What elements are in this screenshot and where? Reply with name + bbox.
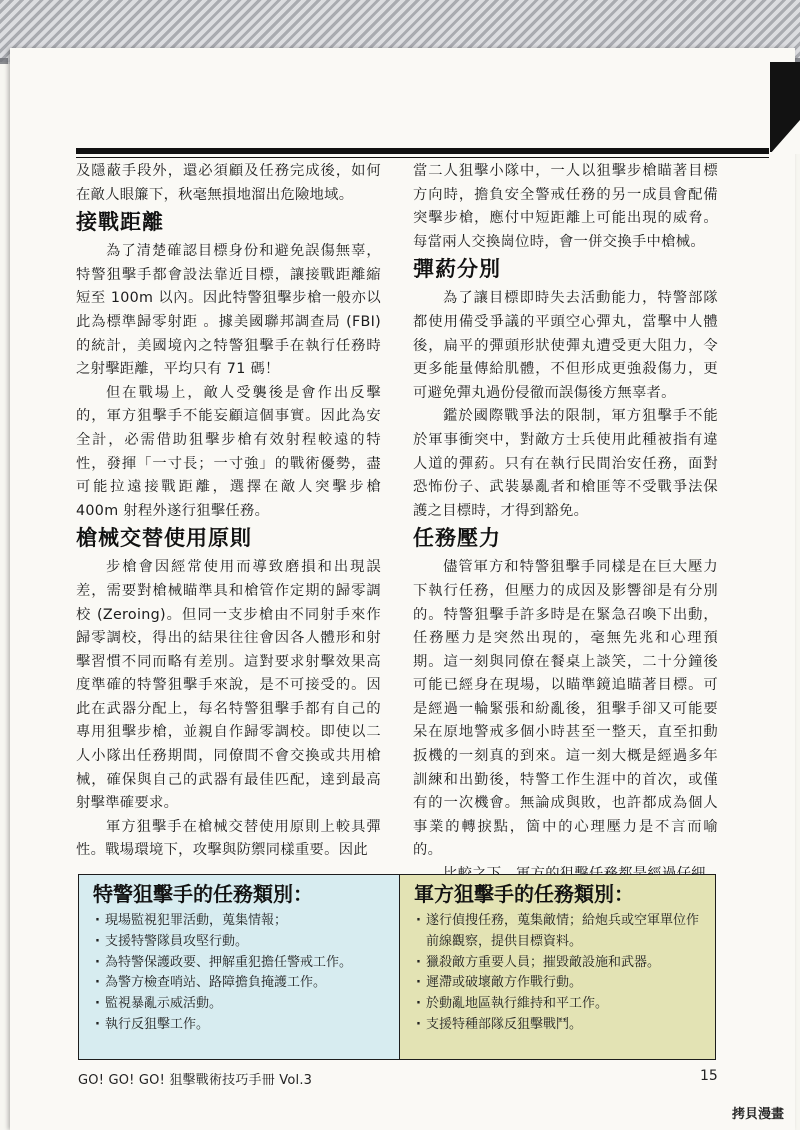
police-mission-item: · 支援特警隊員攻堅行動。 (93, 932, 393, 953)
section-heading-weapon-sharing: 槍械交替使用原則 (76, 526, 252, 551)
police-box-title: 特警狙擊手的任務類別： (93, 882, 313, 906)
police-mission-item: · 執行反狙擊工作。 (93, 1015, 393, 1036)
site-watermark: 拷貝漫畫 (732, 1107, 785, 1122)
police-mission-item: · 現場監視犯罪活動，蒐集情報； (93, 911, 393, 932)
right-intro-paragraph: 當二人狙擊小隊中，一人以狙擊步槍瞄著目標方向時，擔負安全警戒任務的另一成員會配備突擊步槍，應付中短距離上可能出現的威脅。每當兩人交換崗位時，會一併交換手中槍械。 (413, 163, 718, 250)
police-mission-list (79, 911, 399, 1036)
weapon-sharing-paragraph-2: 軍方狙擊手在槍械交替使用原則上較具彈性。戰場環境下，攻擊與防禦同樣重要。因此 (76, 818, 381, 859)
military-mission-item: · 獵殺敵方重要人員；摧毀敵設施和武器。 (414, 953, 709, 974)
mission-pressure-paragraph-1: 儘管軍方和特警狙擊手同樣是在巨大壓力下執行任務，但壓力的成因及影響卻是有分別的。特警狙擊手許多時是在緊急召喚下出動，任務壓力是突然出現的，毫無先兆和心理預期。這一刻與同僚在餐桌上談笑，二十分鐘後可能已經身在現場，以瞄準鏡追瞄著目標。可是經過一輪緊張和紛亂後，狙擊手卻又可能要呆在原地警戒多個小時甚至一整天，直至扣動扳機的一刻真的到來。這一刻大概是經過多年訓練和出勤後，特警工作生涯中的首次，或僅有的一次機會。無論成與敗，也許都成為個人事業的轉捩點，箇中的心理壓力是不言而喻的。 (413, 559, 718, 859)
police-mission-item: · 監視暴亂示威活動。 (93, 994, 393, 1015)
police-mission-item: · 為警方檢查哨站、路障擔負掩護工作。 (93, 973, 393, 994)
footer-book-title: GO! GO! GO! 狙擊戰術技巧手冊 Vol.3 (78, 1073, 313, 1088)
weapon-sharing-paragraph-1: 步槍會因經常使用而導致磨損和出現誤差，需要對槍械瞄準具和槍管作定期的歸零調校 (Zeroing)。但同一支步槍由不同射手來作歸零調校，得出的結果往往會因各人體形和射擊習慣不同而略有差別。這對要求射擊效果高度準確的特警狙擊手來說，是不可接受的。因此在武器分配上，每名特警狙擊手都有自己的專用狙擊步槍，並親自作歸零調校。即使以二人小隊出任務期間，同僚間不會交換或共用槍械，確保與自己的武器有最佳匹配，達到最高射擊準確要求。 (76, 559, 381, 812)
police-mission-item: · 為特警保護政要、押解重犯擔任警戒工作。 (93, 953, 393, 974)
right-column (413, 160, 718, 887)
section-heading-ammunition: 彈葯分別 (413, 257, 501, 282)
left-intro-paragraph: 及隱蔽手段外，還必須顧及任務完成後，如何在敵人眼簾下，秋毫無損地溜出危險地域。 (76, 163, 381, 203)
engagement-distance-paragraph-1: 為了清楚確認目標身份和避免誤傷無辜，特警狙擊手都會設法靠近目標，讓接戰距離縮短至 100m 以內。因此特警狙擊步槍一般亦以此為標準歸零射距 。據美國聯邦調查局 (FBI) 的統計，美國境內之特警狙擊手在執行任務時之射擊距離，平均只有 71 碼！ (76, 243, 381, 378)
header-rule-thin (76, 157, 769, 158)
military-sniper-mission-box (400, 874, 716, 1060)
military-box-title: 軍方狙擊手的任務類別： (414, 882, 634, 906)
ammunition-paragraph-1: 為了讓目標即時失去活動能力，特警部隊都使用備受爭議的平頭空心彈丸，當擊中人體後，扁平的彈頭形狀使彈丸遭受更大阻力，令更多能量傳給肌體，不但形成更強殺傷力，更可避免彈丸過份侵徹而誤傷後方無辜者。 (413, 290, 718, 401)
military-mission-item: · 支援特種部隊反狙擊戰鬥。 (414, 1015, 709, 1036)
ammunition-paragraph-2: 鑑於國際戰爭法的限制，軍方狙擊手不能於軍事衝突中，對敵方士兵使用此種被指有違人道的彈葯。只有在執行民間治安任務，面對恐怖份子、武裝暴亂者和槍匪等不受戰爭法保護之目標時，才得到豁免。 (413, 408, 718, 519)
side-tab-marker-cut (770, 120, 800, 154)
left-column (76, 160, 381, 863)
military-mission-list (400, 911, 715, 1036)
military-mission-item: · 於動亂地區執行維持和平工作。 (414, 994, 709, 1015)
engagement-distance-paragraph-2: 但在戰場上，敵人受襲後是會作出反擊的，軍方狙擊手不能妄顧這個事實。因此為安全計，必需借助狙擊步槍有效射程較遠的特性，發揮「一寸長；一寸強」的戰術優勢，盡可能拉遠接戰距離，選擇在敵人突擊步槍 400m 射程外遂行狙擊任務。 (76, 384, 381, 519)
section-heading-mission-pressure: 任務壓力 (413, 526, 501, 551)
header-rule-thick (76, 148, 769, 154)
section-heading-engagement-distance: 接戰距離 (76, 210, 164, 235)
police-sniper-mission-box (78, 874, 400, 1060)
military-mission-item: · 遂行偵搜任務，蒐集敵情；給炮兵或空軍單位作前線觀察，提供目標資料。 (414, 911, 709, 953)
military-mission-item: · 遲滯或破壞敵方作戰行動。 (414, 973, 709, 994)
page-number: 15 (700, 1068, 718, 1084)
